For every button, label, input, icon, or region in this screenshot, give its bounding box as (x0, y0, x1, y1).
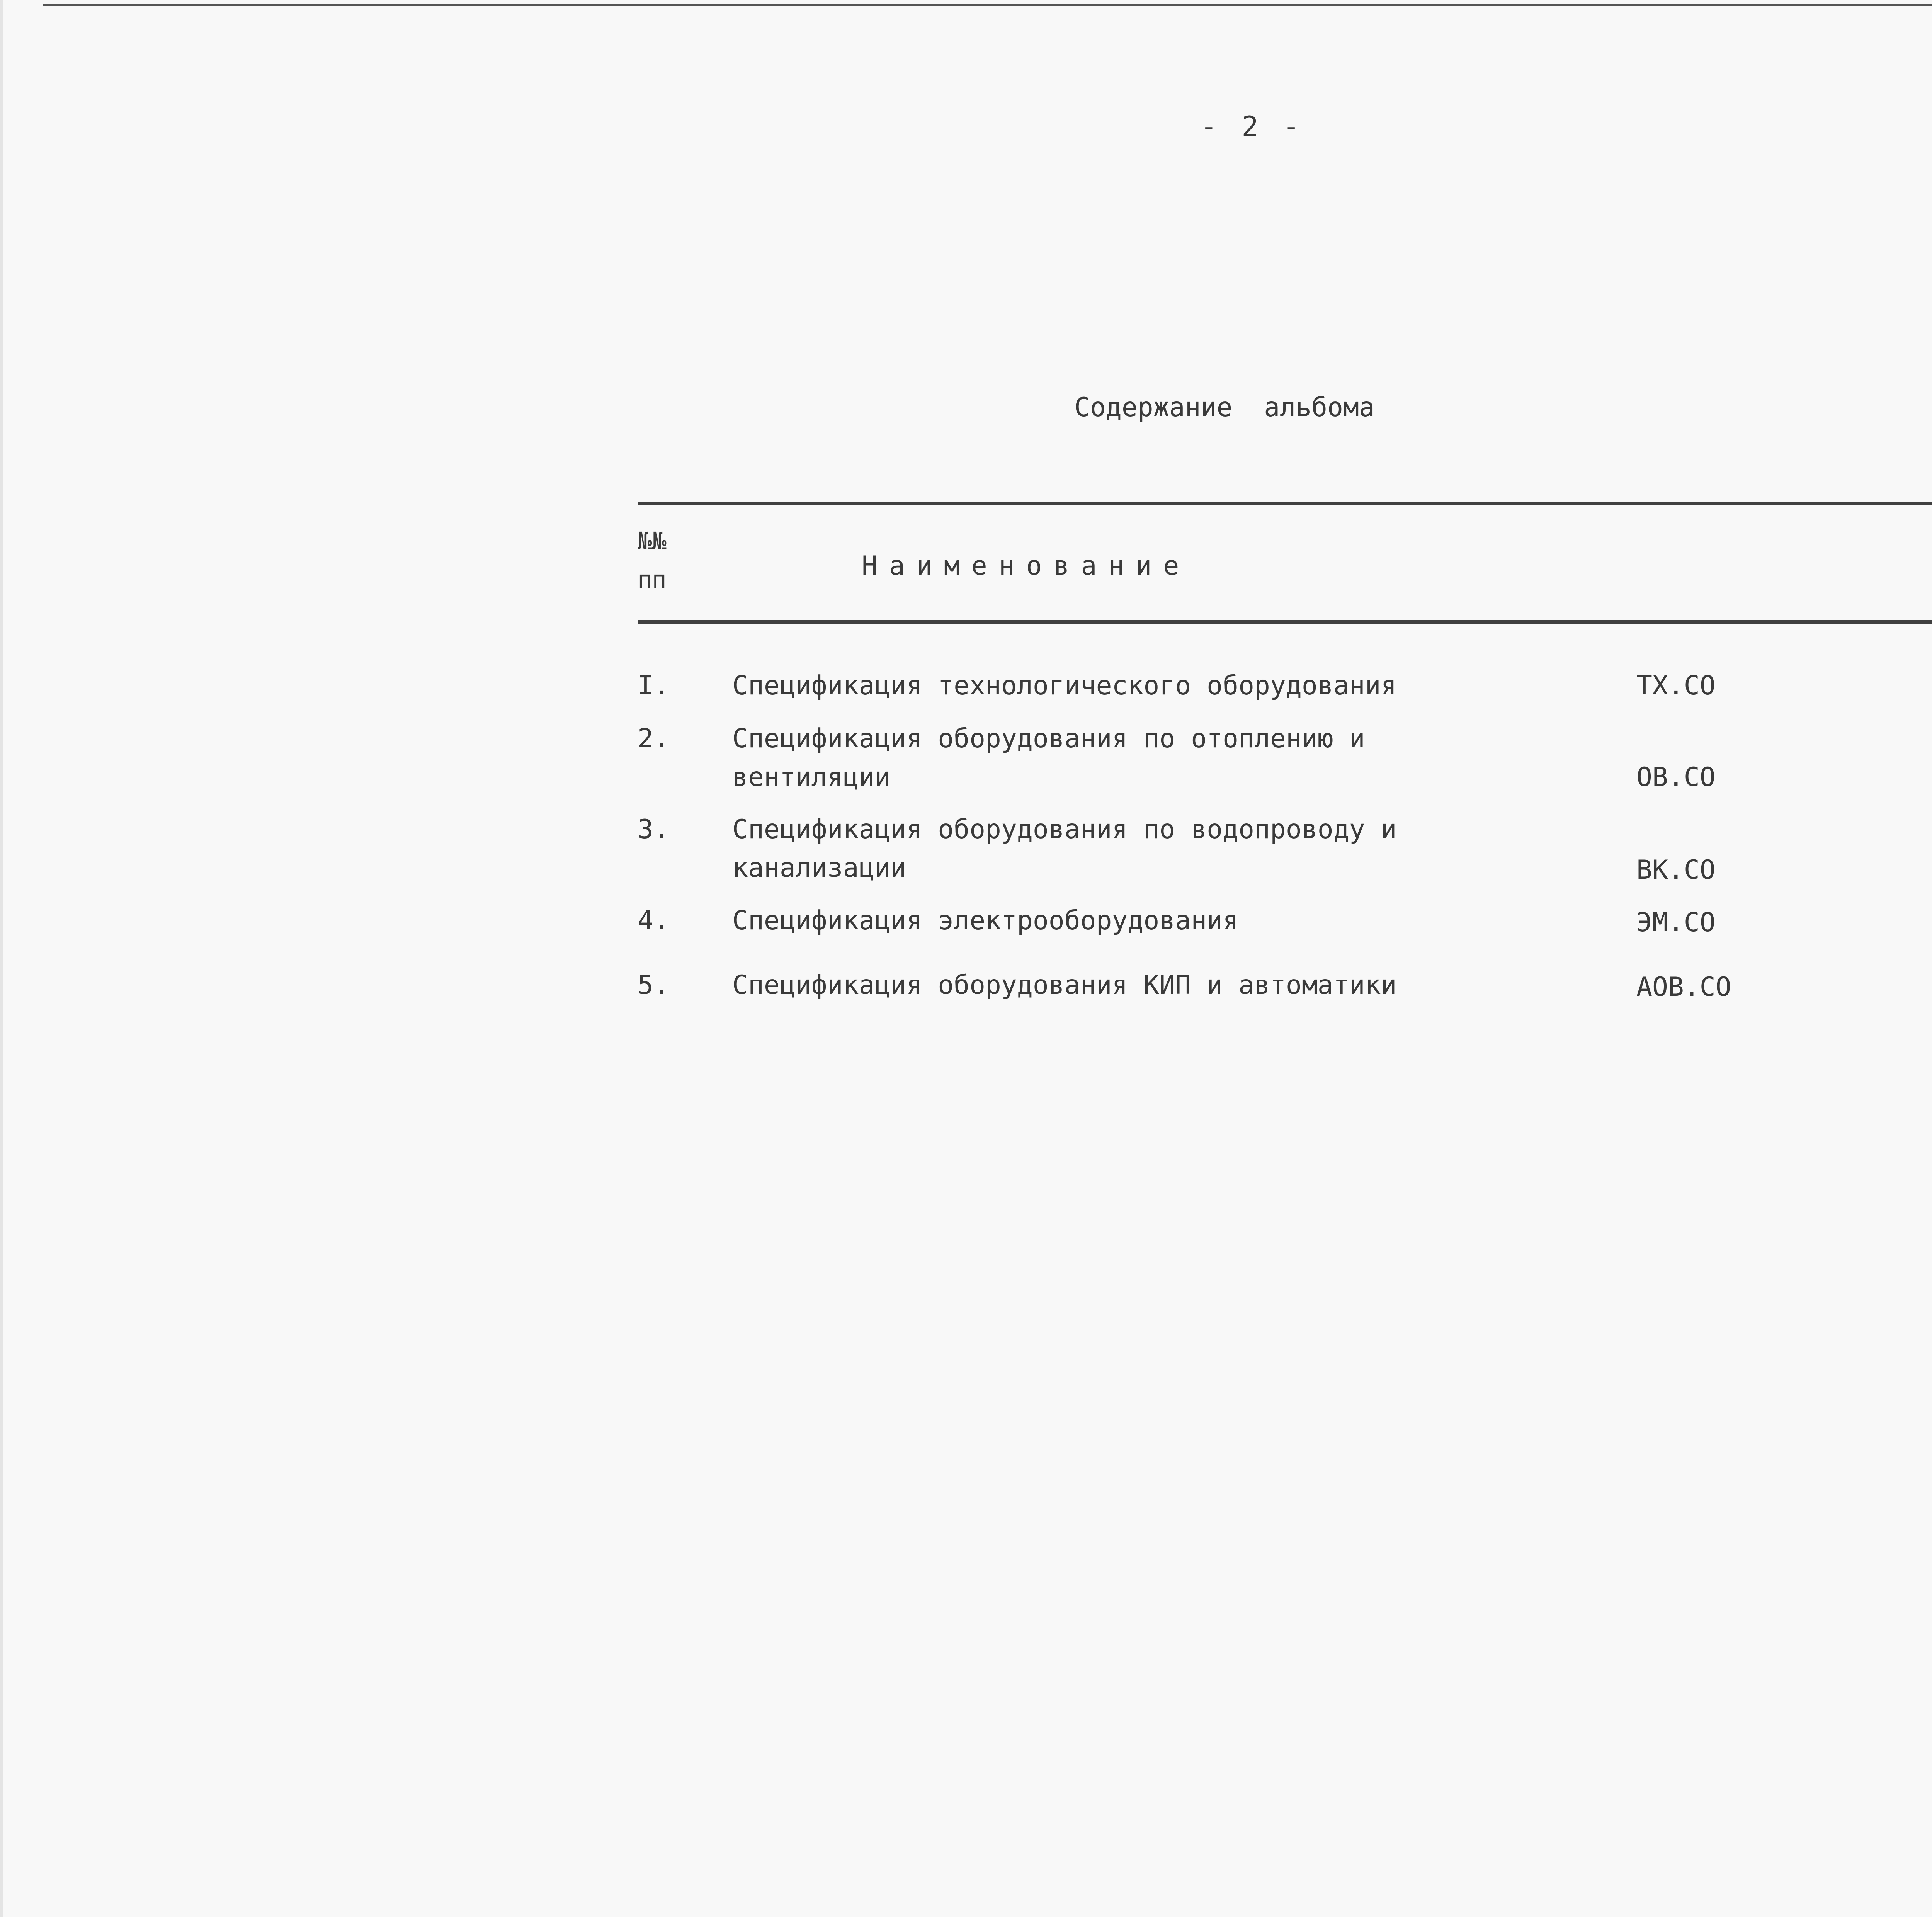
row-name-line: Спецификация оборудования по водопроводу и (732, 814, 1397, 845)
row-number: I. (638, 670, 669, 701)
header-number-column (638, 522, 684, 599)
row-name (732, 810, 1621, 888)
header-number-line2: пп (638, 565, 667, 594)
row-name-line: канализации (732, 853, 906, 883)
row-name (732, 966, 1621, 1005)
table-top-rule (638, 502, 1932, 505)
document-title: Содержание альбома (1074, 392, 1375, 423)
row-code: ЭМ.СО (1636, 907, 1716, 938)
row-pages (1901, 847, 1932, 886)
row-pages (1901, 756, 1932, 795)
header-name-column: Наименование (862, 551, 1191, 581)
row-pages (1901, 667, 1932, 705)
row-name-line: вентиляции (732, 762, 891, 793)
row-pages (1901, 964, 1932, 1003)
row-name-line: Спецификация электрооборудования (732, 905, 1239, 936)
row-number: 5. (638, 970, 669, 1000)
row-name-line: Спецификация технологического оборудования (732, 670, 1397, 701)
row-name-line: Спецификация оборудования по отоплению и (732, 723, 1365, 754)
row-number: 3. (638, 814, 669, 845)
page-left-edge (0, 0, 3, 1917)
row-name (732, 720, 1621, 797)
row-name (732, 667, 1621, 705)
row-code: ОВ.СО (1636, 762, 1716, 793)
row-name-line: Спецификация оборудования КИП и автоматики (732, 970, 1397, 1000)
page-number: - 2 - (1200, 110, 1304, 143)
row-pages (1901, 900, 1932, 938)
row-number: 4. (638, 905, 669, 936)
row-number: 2. (638, 723, 669, 754)
row-name (732, 902, 1621, 940)
header-number-line1: №№ (638, 527, 667, 555)
row-code: АОВ.СО (1636, 972, 1731, 1002)
table-header-rule (638, 620, 1932, 624)
page-top-edge-line (43, 4, 1932, 6)
row-code: ТХ.СО (1636, 670, 1716, 701)
row-code: ВК.СО (1636, 855, 1716, 885)
